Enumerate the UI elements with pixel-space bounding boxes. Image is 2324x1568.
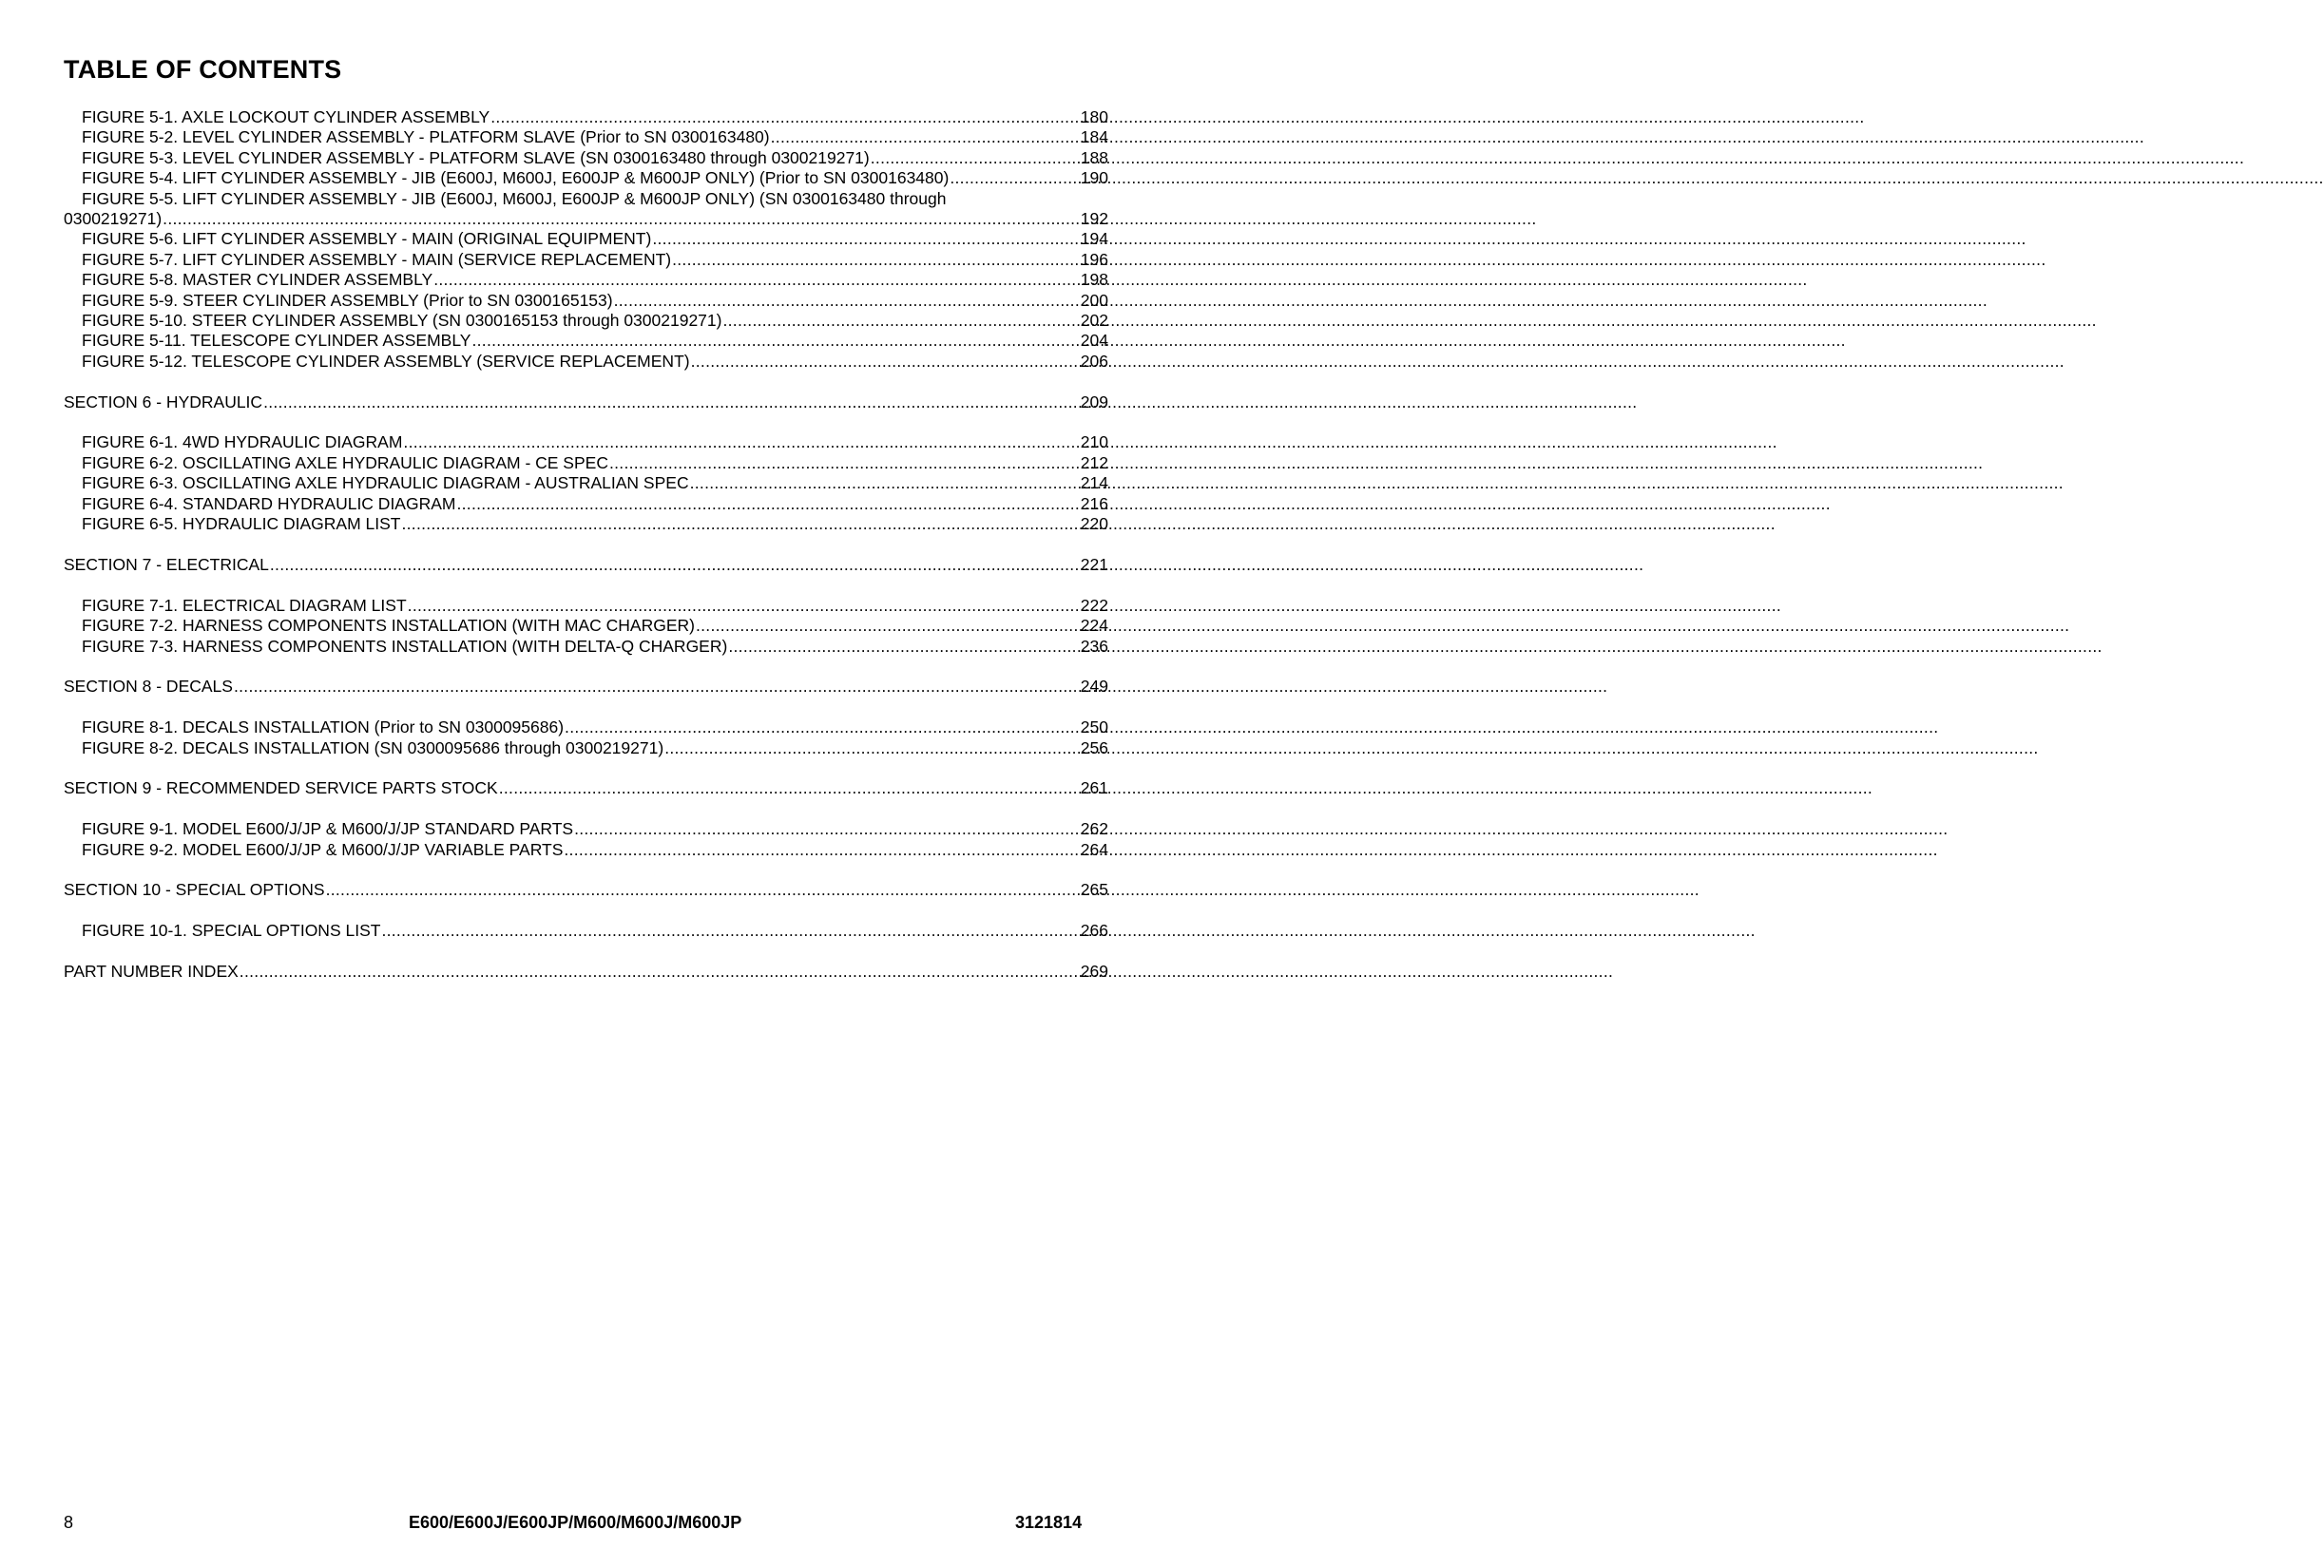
dot-leader (381, 921, 1079, 941)
toc-page-number: 180 (1080, 107, 1108, 126)
toc-entry-label: FIGURE 6-2. OSCILLATING AXLE HYDRAULIC DIAGRAM - CE SPEC (82, 452, 608, 472)
footer-document-number: 3121814 (1015, 1513, 1083, 1532)
toc-entry-label: FIGURE 6-5. HYDRAULIC DIAGRAM LIST (82, 514, 401, 534)
toc-entry-figure-7-3[interactable] (64, 637, 1108, 657)
dot-leader (471, 331, 1079, 351)
toc-entry-label: FIGURE 8-1. DECALS INSTALLATION (Prior to SN 0300095686) (82, 717, 565, 737)
toc-entry-label: SECTION 10 - SPECIAL OPTIONS (64, 880, 325, 900)
toc-page-number: 261 (1080, 778, 1108, 798)
toc-entry-figure-5-5[interactable] (64, 209, 1108, 229)
dot-leader (690, 473, 1080, 493)
toc-entry-figure-8-2[interactable] (64, 738, 1108, 758)
dot-leader (456, 494, 1079, 514)
dot-leader (950, 168, 1079, 188)
toc-page-number: 269 (1080, 961, 1108, 981)
dot-leader (672, 250, 1080, 270)
toc-entry-figure-7-1[interactable] (64, 596, 1108, 616)
toc-entry-label: FIGURE 5-8. MASTER CYLINDER ASSEMBLY (82, 270, 433, 290)
toc-page-number: 256 (1080, 737, 1108, 757)
toc-entry-label: FIGURE 5-11. TELESCOPE CYLINDER ASSEMBLY (82, 331, 471, 351)
toc-entry-figure-5-7[interactable] (64, 250, 1108, 270)
dot-leader (433, 270, 1080, 290)
dot-leader (691, 352, 1080, 372)
toc-page-number: 214 (1080, 473, 1108, 493)
toc-page-number: 188 (1080, 147, 1108, 167)
toc-entry-figure-5-1[interactable] (64, 107, 1108, 127)
toc-entry-figure-5-9[interactable] (64, 291, 1108, 311)
toc-page-number: 249 (1080, 677, 1108, 697)
toc-page-number: 206 (1080, 351, 1108, 371)
toc-entry-label: FIGURE 7-1. ELECTRICAL DIAGRAM LIST (82, 595, 407, 615)
toc-entry-figure-5-2[interactable] (64, 127, 1108, 147)
toc-entry-label: FIGURE 6-4. STANDARD HYDRAULIC DIAGRAM (82, 493, 456, 513)
toc-page-number: 221 (1080, 554, 1108, 574)
toc-entry-label: FIGURE 8-2. DECALS INSTALLATION (SN 0300095686 through 0300219271) (82, 737, 664, 757)
toc-page-number: 266 (1080, 921, 1108, 941)
toc-entry-figure-6-1[interactable] (64, 432, 1108, 452)
toc-page-number: 265 (1080, 880, 1108, 900)
dot-leader (722, 311, 1079, 331)
toc-page-number: 184 (1080, 127, 1108, 147)
toc-entry-section-6[interactable] (64, 392, 1108, 412)
toc-entry-label: SECTION 9 - RECOMMENDED SERVICE PARTS STOCK (64, 778, 498, 798)
toc-entry-label: FIGURE 6-1. 4WD HYDRAULIC DIAGRAM (82, 432, 403, 452)
toc-page-number: 250 (1080, 717, 1108, 737)
toc-page-number: 262 (1080, 819, 1108, 839)
toc-entry-label: SECTION 8 - DECALS (64, 677, 233, 697)
dot-leader (728, 637, 1079, 657)
toc-entry-label: FIGURE 7-2. HARNESS COMPONENTS INSTALLATION (WITH MAC CHARGER) (82, 616, 695, 636)
toc-page-number: 220 (1080, 514, 1108, 534)
toc-entry-figure-8-1[interactable] (64, 717, 1108, 737)
toc-page-number: 196 (1080, 249, 1108, 269)
toc-entry-figure-5-11[interactable] (64, 331, 1108, 351)
toc-entry-figure-5-8[interactable] (64, 270, 1108, 290)
toc-page-number: 224 (1080, 616, 1108, 636)
toc-entry-label: FIGURE 5-3. LEVEL CYLINDER ASSEMBLY - PLATFORM SLAVE (SN 0300163480 through 0300219271) (82, 147, 870, 167)
dot-leader (326, 880, 1080, 900)
toc-entry-figure-6-2[interactable] (64, 453, 1108, 473)
toc-entry-figure-6-5[interactable] (64, 514, 1108, 534)
dot-leader (664, 738, 1080, 758)
dot-leader (574, 819, 1080, 839)
toc-entry-section-10[interactable] (64, 880, 1108, 900)
dot-leader (401, 514, 1079, 534)
toc-entry-label: FIGURE 5-7. LIFT CYLINDER ASSEMBLY - MAIN (SERVICE REPLACEMENT) (82, 249, 672, 269)
toc-entry-label: FIGURE 7-3. HARNESS COMPONENTS INSTALLATION (WITH DELTA-Q CHARGER) (82, 636, 728, 656)
dot-leader (499, 778, 1080, 798)
dot-leader (240, 962, 1080, 982)
toc-entry-figure-9-2[interactable] (64, 840, 1108, 860)
table-of-contents (64, 107, 1108, 982)
toc-entry-label: FIGURE 10-1. SPECIAL OPTIONS LIST (82, 921, 381, 941)
toc-page-number: 222 (1080, 595, 1108, 615)
toc-page-number: 202 (1080, 311, 1108, 331)
toc-entry-part-number-index[interactable] (64, 962, 1108, 982)
dot-leader (771, 127, 1080, 147)
dot-leader (564, 840, 1079, 860)
toc-entry-label: PART NUMBER INDEX (64, 961, 239, 981)
toc-page-number: 212 (1080, 452, 1108, 472)
dot-leader (408, 596, 1080, 616)
toc-page-number: 209 (1080, 392, 1108, 411)
toc-entry-figure-5-6[interactable] (64, 229, 1108, 249)
dot-leader (234, 677, 1080, 697)
toc-page-number: 236 (1080, 636, 1108, 656)
toc-entry-label: FIGURE 9-1. MODEL E600/J/JP & M600/J/JP STANDARD PARTS (82, 819, 574, 839)
toc-entry-label: FIGURE 6-3. OSCILLATING AXLE HYDRAULIC DIAGRAM - AUSTRALIAN SPEC (82, 473, 689, 493)
toc-entry-label: FIGURE 5-12. TELESCOPE CYLINDER ASSEMBLY (SERVICE REPLACEMENT) (82, 351, 690, 371)
toc-entry-figure-5-5-line1[interactable]: FIGURE 5-5. LIFT CYLINDER ASSEMBLY - JIB (E600J, M600J, E600JP & M600JP ONLY) (SN 0300163480 through (82, 188, 947, 208)
toc-page-number: 204 (1080, 331, 1108, 351)
toc-page-number: 216 (1080, 493, 1108, 513)
dot-leader (609, 453, 1080, 473)
toc-entry-figure-5-10[interactable] (64, 311, 1108, 331)
toc-page-number: 192 (1080, 209, 1108, 229)
toc-page-number: 198 (1080, 270, 1108, 290)
toc-entry-section-9[interactable] (64, 778, 1108, 798)
toc-entry-figure-5-12[interactable] (64, 352, 1108, 372)
toc-entry-figure-5-4[interactable] (64, 168, 1108, 188)
toc-entry-label: SECTION 7 - ELECTRICAL (64, 554, 269, 574)
toc-entry-section-7[interactable] (64, 555, 1108, 575)
dot-leader (263, 392, 1080, 412)
dot-leader (652, 229, 1079, 249)
dot-leader (565, 717, 1080, 737)
toc-entry-label: FIGURE 9-2. MODEL E600/J/JP & M600/J/JP VARIABLE PARTS (82, 839, 564, 859)
dot-leader (403, 432, 1079, 452)
page-title: TABLE OF CONTENTS (64, 55, 342, 84)
toc-entry-figure-6-4[interactable] (64, 494, 1108, 514)
toc-entry-label: FIGURE 5-10. STEER CYLINDER ASSEMBLY (SN 0300165153 through 0300219271) (82, 311, 722, 331)
toc-entry-figure-5-3[interactable] (64, 148, 1108, 168)
toc-page-number: 190 (1080, 168, 1108, 188)
toc-page-number: 200 (1080, 290, 1108, 310)
footer-model-list: E600/E600J/E600JP/M600/M600J/M600JP (409, 1513, 742, 1532)
dot-leader (871, 148, 1080, 168)
toc-entry-figure-10-1[interactable] (64, 921, 1108, 941)
toc-entry-label: FIGURE 5-1. AXLE LOCKOUT CYLINDER ASSEMBLY (82, 107, 490, 126)
toc-entry-figure-7-2[interactable] (64, 616, 1108, 636)
toc-entry-label: FIGURE 5-9. STEER CYLINDER ASSEMBLY (Prior to SN 0300165153) (82, 290, 613, 310)
toc-entry-section-8[interactable] (64, 677, 1108, 697)
toc-entry-figure-9-1[interactable] (64, 819, 1108, 839)
footer-page-number: 8 (64, 1513, 74, 1532)
dot-leader (270, 555, 1080, 575)
dot-leader (614, 291, 1080, 311)
toc-page-number: 194 (1080, 229, 1108, 249)
toc-entry-label: SECTION 6 - HYDRAULIC (64, 392, 263, 411)
toc-page-number: 210 (1080, 432, 1108, 452)
dot-leader (696, 616, 1080, 636)
toc-entry-label: FIGURE 5-6. LIFT CYLINDER ASSEMBLY - MAIN (ORIGINAL EQUIPMENT) (82, 229, 652, 249)
dot-leader (490, 107, 1080, 127)
toc-entry-label: FIGURE 5-2. LEVEL CYLINDER ASSEMBLY - PLATFORM SLAVE (Prior to SN 0300163480) (82, 127, 770, 147)
toc-entry-figure-6-3[interactable] (64, 473, 1108, 493)
toc-entry-label: FIGURE 5-4. LIFT CYLINDER ASSEMBLY - JIB (E600J, M600J, E600JP & M600JP ONLY) (Prior to SN 0300163480) (82, 168, 950, 188)
toc-page-number: 264 (1080, 839, 1108, 859)
dot-leader (163, 209, 1080, 229)
toc-entry-label: 0300219271) (64, 209, 163, 229)
